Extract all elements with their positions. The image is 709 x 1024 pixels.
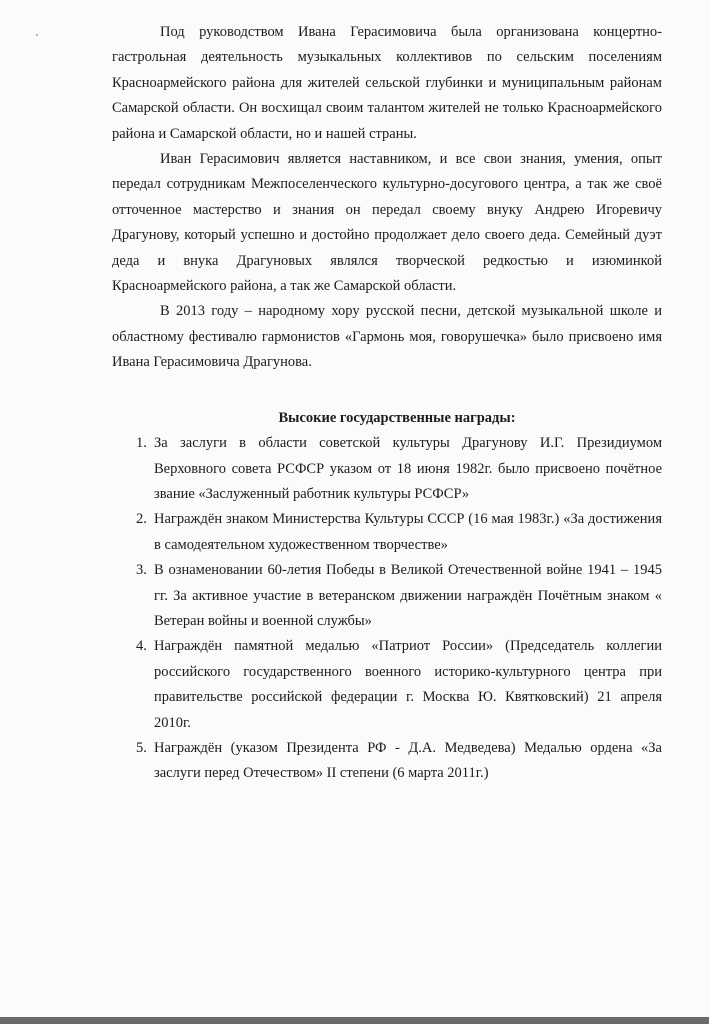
paragraph-naming-2013: В 2013 году – народному хору русской песни, детской музыкальной школе и областному фестивалю гармонистов «Гармонь моя, говорушечка» было присвоено имя Ивана Герасимовича Драгунова.: [112, 303, 662, 371]
award-number: 5.: [136, 739, 147, 756]
award-text: Награждён знаком Министерства Культуры СССР (16 мая 1983г.) «За достижения в самодеятельном художественном творчестве»: [154, 511, 662, 553]
award-item: [112, 558, 662, 634]
scan-speck: [36, 34, 38, 36]
award-text: В ознаменовании 60-летия Победы в Великой Отечественной войне 1941 – 1945 гг. За активное участие в ветеранском движении награждён Почётным знаком « Ветеран войны и военной службы»: [154, 562, 662, 629]
paragraph-tour-activity: Под руководством Ивана Герасимовича была организована концертно-гастрольная деятельность музыкальных коллективов по сельским поселениям Красноармейского района для жителей сельской глубинки и муниципальным районам Самарской области. Он восхищал своим талантом жителей не только Красноармейского района и Самарской области, но и нашей страны.: [112, 24, 662, 142]
paragraph-mentorship: Иван Герасимович является наставником, и все свои знания, умения, опыт передал сотрудникам Межпоселенческого культурно-досугового центра, а так же своё отточенное мастерство и знания он передал своему внуку Андрею Игоревичу Драгунову, который успешно и достойно продолжает дело своего деда. Семейный дуэт деда и внука Драгуновых являлся творческой редкостью и изюминкой Красноармейского района, а так же Самарской области.: [112, 151, 662, 295]
awards-heading: Высокие государственные награды:: [278, 409, 516, 426]
award-number: 1.: [136, 435, 147, 452]
award-text: За заслуги в области советской культуры Драгунову И.Г. Президиумом Верховного совета РСФСР указом от 18 июня 1982г. было присвоено почётное звание «Заслуженный работник культуры РСФСР»: [154, 435, 662, 502]
award-item: [112, 431, 662, 507]
award-item: [112, 507, 662, 558]
document-body: [112, 20, 662, 787]
award-text: Награждён памятной медалью «Патриот России» (Председатель коллегии российского государственного военного историко-культурного центра при правительстве российской федерации г. Москва Ю. Квятковский) 21 апреля 2010г.: [154, 638, 662, 731]
award-item: [112, 736, 662, 787]
award-number: 4.: [136, 638, 147, 655]
award-item: [112, 634, 662, 736]
award-text: Награждён (указом Президента РФ - Д.А. Медведева) Медалью ордена «За заслуги перед Отечеством» II степени (6 марта 2011г.): [154, 739, 662, 782]
scan-bottom-edge: [0, 1017, 709, 1024]
award-number: 2.: [136, 511, 147, 528]
award-number: 3.: [136, 562, 147, 579]
awards-list: [112, 431, 662, 787]
